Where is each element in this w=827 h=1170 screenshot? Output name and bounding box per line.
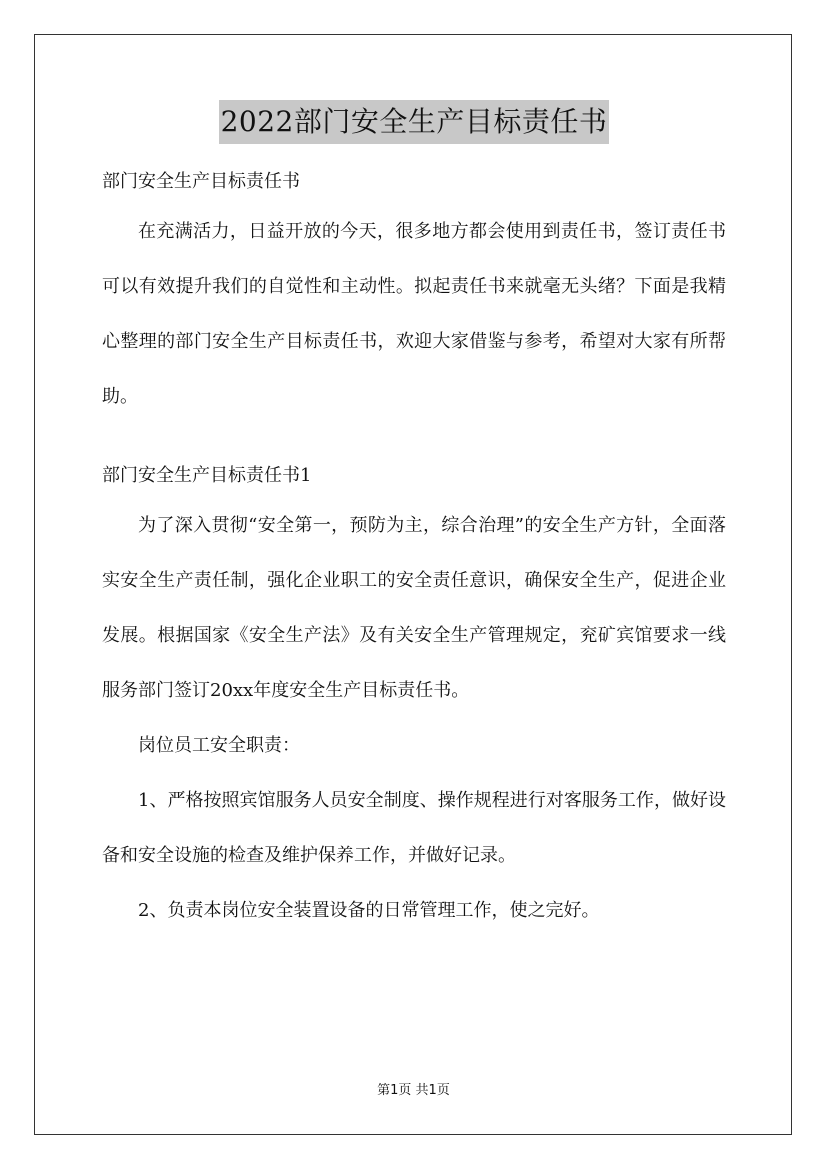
document-title: 2022部门安全生产目标责任书 (219, 100, 610, 144)
section1-heading: 部门安全生产目标责任书1 (102, 465, 312, 486)
section1-paragraph: 为了深入贯彻“安全第一，预防为主，综合治理”的安全生产方针，全面落实安全生产责任制，强化企业职工的安全责任意识，确保安全生产，促进企业发展。根据国家《安全生产法》及有关安全生产管理规定，兖矿宾馆要求一线服务部门签订20xx年度安全生产目标责任书。 (102, 515, 726, 701)
document-body (102, 100, 726, 938)
page-number-label: 第1页 共1页 (377, 1083, 450, 1098)
section-gap (102, 424, 726, 464)
page-footer (0, 1082, 827, 1100)
duty-item-2: 2、负责本岗位安全装置设备的日常管理工作，使之完好。 (138, 900, 600, 921)
duty-item-1: 1、严格按照宾馆服务人员安全制度、操作规程进行对客服务工作，做好设备和安全设施的检查及维护保养工作，并做好记录。 (102, 790, 726, 866)
intro-paragraph: 在充满活力，日益开放的今天，很多地方都会使用到责任书，签订责任书可以有效提升我们的自觉性和主动性。拟起责任书来就毫无头绪？下面是我精心整理的部门安全生产目标责任书，欢迎大家借鉴与参考，希望对大家有所帮助。 (102, 221, 726, 407)
document-subtitle: 部门安全生产目标责任书 (102, 171, 300, 192)
title-container (102, 100, 726, 144)
duties-heading: 岗位员工安全职责： (138, 735, 300, 756)
